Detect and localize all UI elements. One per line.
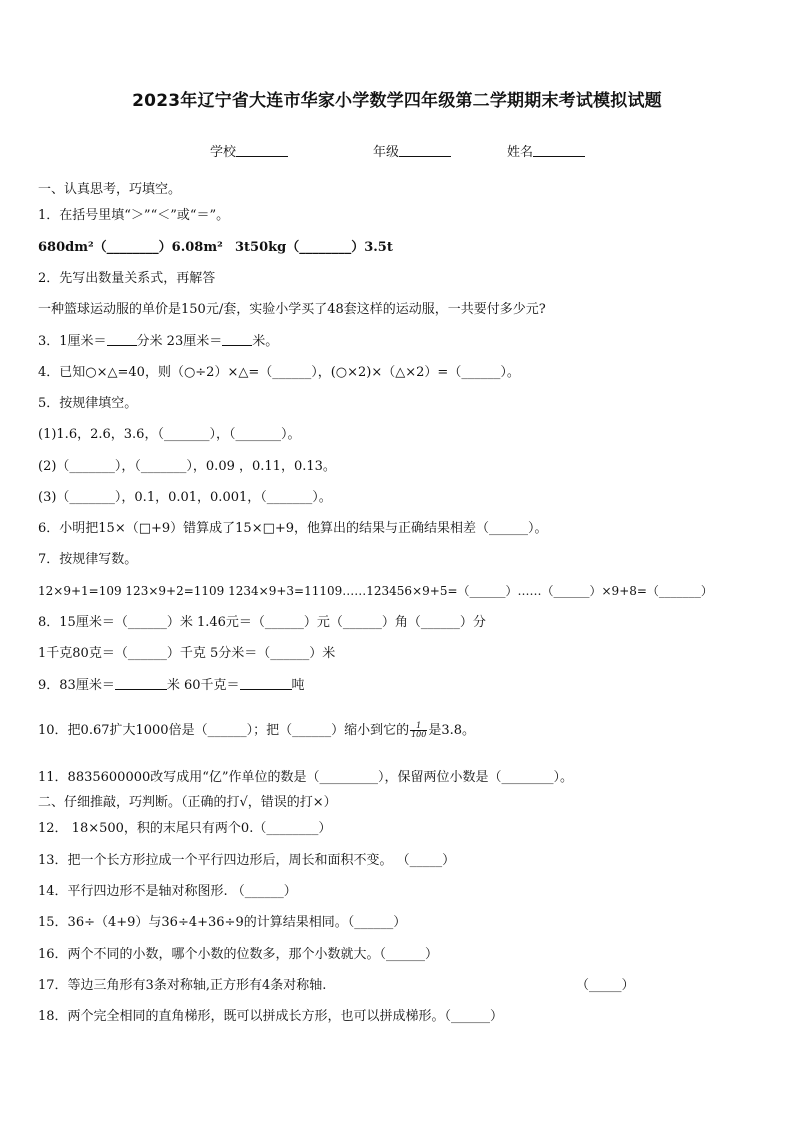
fraction-numerator: 1 bbox=[410, 722, 427, 731]
q10-part2: 是3.8。 bbox=[428, 723, 476, 738]
question-4: 4．已知○×△=40，则（○÷2）×△=（______），(○×2)×（△×2）=（______）。 bbox=[38, 365, 520, 380]
question-11: 11．8835600000改写成用“亿”作单位的数是（_________），保留两位小数是（________）。 bbox=[38, 770, 574, 785]
section2-heading: 二、仔细推敲，巧判断。（正确的打√，错误的打×） bbox=[38, 795, 337, 810]
q9-blank-2[interactable] bbox=[240, 677, 292, 690]
fraction-denominator: 100 bbox=[411, 730, 427, 739]
question-6: 6．小明把15×（□+9）错算成了15×□+9，他算出的结果与正确结果相差（______）。 bbox=[38, 521, 548, 536]
q9-part1: 9．83厘米＝ bbox=[38, 678, 115, 693]
section1-heading: 一、认真思考，巧填空。 bbox=[38, 182, 182, 197]
question-5-sub3: (3)（_______），0.1，0.01，0.001，（_______）。 bbox=[38, 490, 332, 505]
question-9 bbox=[38, 677, 305, 694]
question-14: 14．平行四边形不是轴对称图形. （______） bbox=[38, 884, 297, 899]
question-8-line1: 8．15厘米＝（______）米 1.46元＝（______）元（______）角（______）分 bbox=[38, 615, 486, 630]
q3-blank-2[interactable] bbox=[222, 333, 252, 346]
question-12: 12． 18×500，积的末尾只有两个0.（________） bbox=[38, 821, 332, 836]
question-2: 2．先写出数量关系式，再解答 bbox=[38, 271, 216, 286]
question-10 bbox=[38, 722, 475, 739]
name-field bbox=[507, 141, 585, 160]
grade-field bbox=[373, 141, 451, 160]
q10-part1: 10．把0.67扩大1000倍是（______）；把（______）缩小到它的 bbox=[38, 723, 410, 738]
question-7-sequence: 12×9+1=109 123×9+2=1109 1234×9+3=11109……123456×9+5=（______）……（______）×9+8=（_______） bbox=[38, 584, 713, 598]
grade-label: 年级 bbox=[373, 145, 400, 160]
question-15: 15．36÷（4+9）与36÷4+36÷9的计算结果相同。（______） bbox=[38, 915, 407, 930]
question-5: 5．按规律填空。 bbox=[38, 396, 138, 411]
q9-blank-1[interactable] bbox=[115, 677, 167, 690]
question-2-detail: 一种篮球运动服的单价是150元/套，实验小学买了48套这样的运动服，一共要付多少元? bbox=[38, 302, 546, 317]
page-title: 2023年辽宁省大连市华家小学数学四年级第二学期期末考试模拟试题 bbox=[132, 91, 662, 111]
grade-blank[interactable] bbox=[399, 143, 451, 157]
name-label: 姓名 bbox=[507, 145, 534, 160]
q9-part3: 吨 bbox=[291, 678, 305, 693]
question-18: 18．两个完全相同的直角梯形，既可以拼成长方形，也可以拼成梯形。（______） bbox=[38, 1009, 504, 1024]
fraction-1-100 bbox=[410, 722, 427, 739]
question-1: 1．在括号里填“＞”“＜”或“＝”。 bbox=[38, 208, 230, 223]
school-label: 学校 bbox=[210, 145, 237, 160]
question-1-a: 680dm²（________）6.08m² bbox=[38, 240, 223, 255]
school-blank[interactable] bbox=[236, 143, 288, 157]
question-5-sub2: (2)（_______），（_______），0.09 ，0.11，0.13。 bbox=[38, 459, 336, 474]
question-8-line2: 1千克80克＝（______）千克 5分米＝（______）米 bbox=[38, 646, 336, 661]
question-17: 17．等边三角形有3条对称轴,正方形有4条对称轴. bbox=[38, 978, 327, 993]
q3-part1: 3．1厘米＝ bbox=[38, 334, 107, 349]
question-5-sub1: (1)1.6，2.6，3.6，（_______），（_______）。 bbox=[38, 427, 301, 442]
question-17-blank: （_____） bbox=[576, 978, 635, 993]
q3-part3: 米。 bbox=[252, 334, 279, 349]
question-1-b: 3t50kg（________）3.5t bbox=[235, 240, 393, 255]
q9-part2: 米 60千克＝ bbox=[166, 678, 240, 693]
name-blank[interactable] bbox=[533, 143, 585, 157]
q3-part2: 分米 23厘米＝ bbox=[136, 334, 223, 349]
q3-blank-1[interactable] bbox=[107, 333, 137, 346]
question-13: 13．把一个长方形拉成一个平行四边形后，周长和面积不变。 （_____） bbox=[38, 853, 456, 868]
question-3 bbox=[38, 333, 278, 350]
question-16: 16．两个不同的小数，哪个小数的位数多，那个小数就大。（______） bbox=[38, 947, 439, 962]
school-field bbox=[210, 141, 288, 160]
question-7: 7．按规律写数。 bbox=[38, 552, 138, 567]
